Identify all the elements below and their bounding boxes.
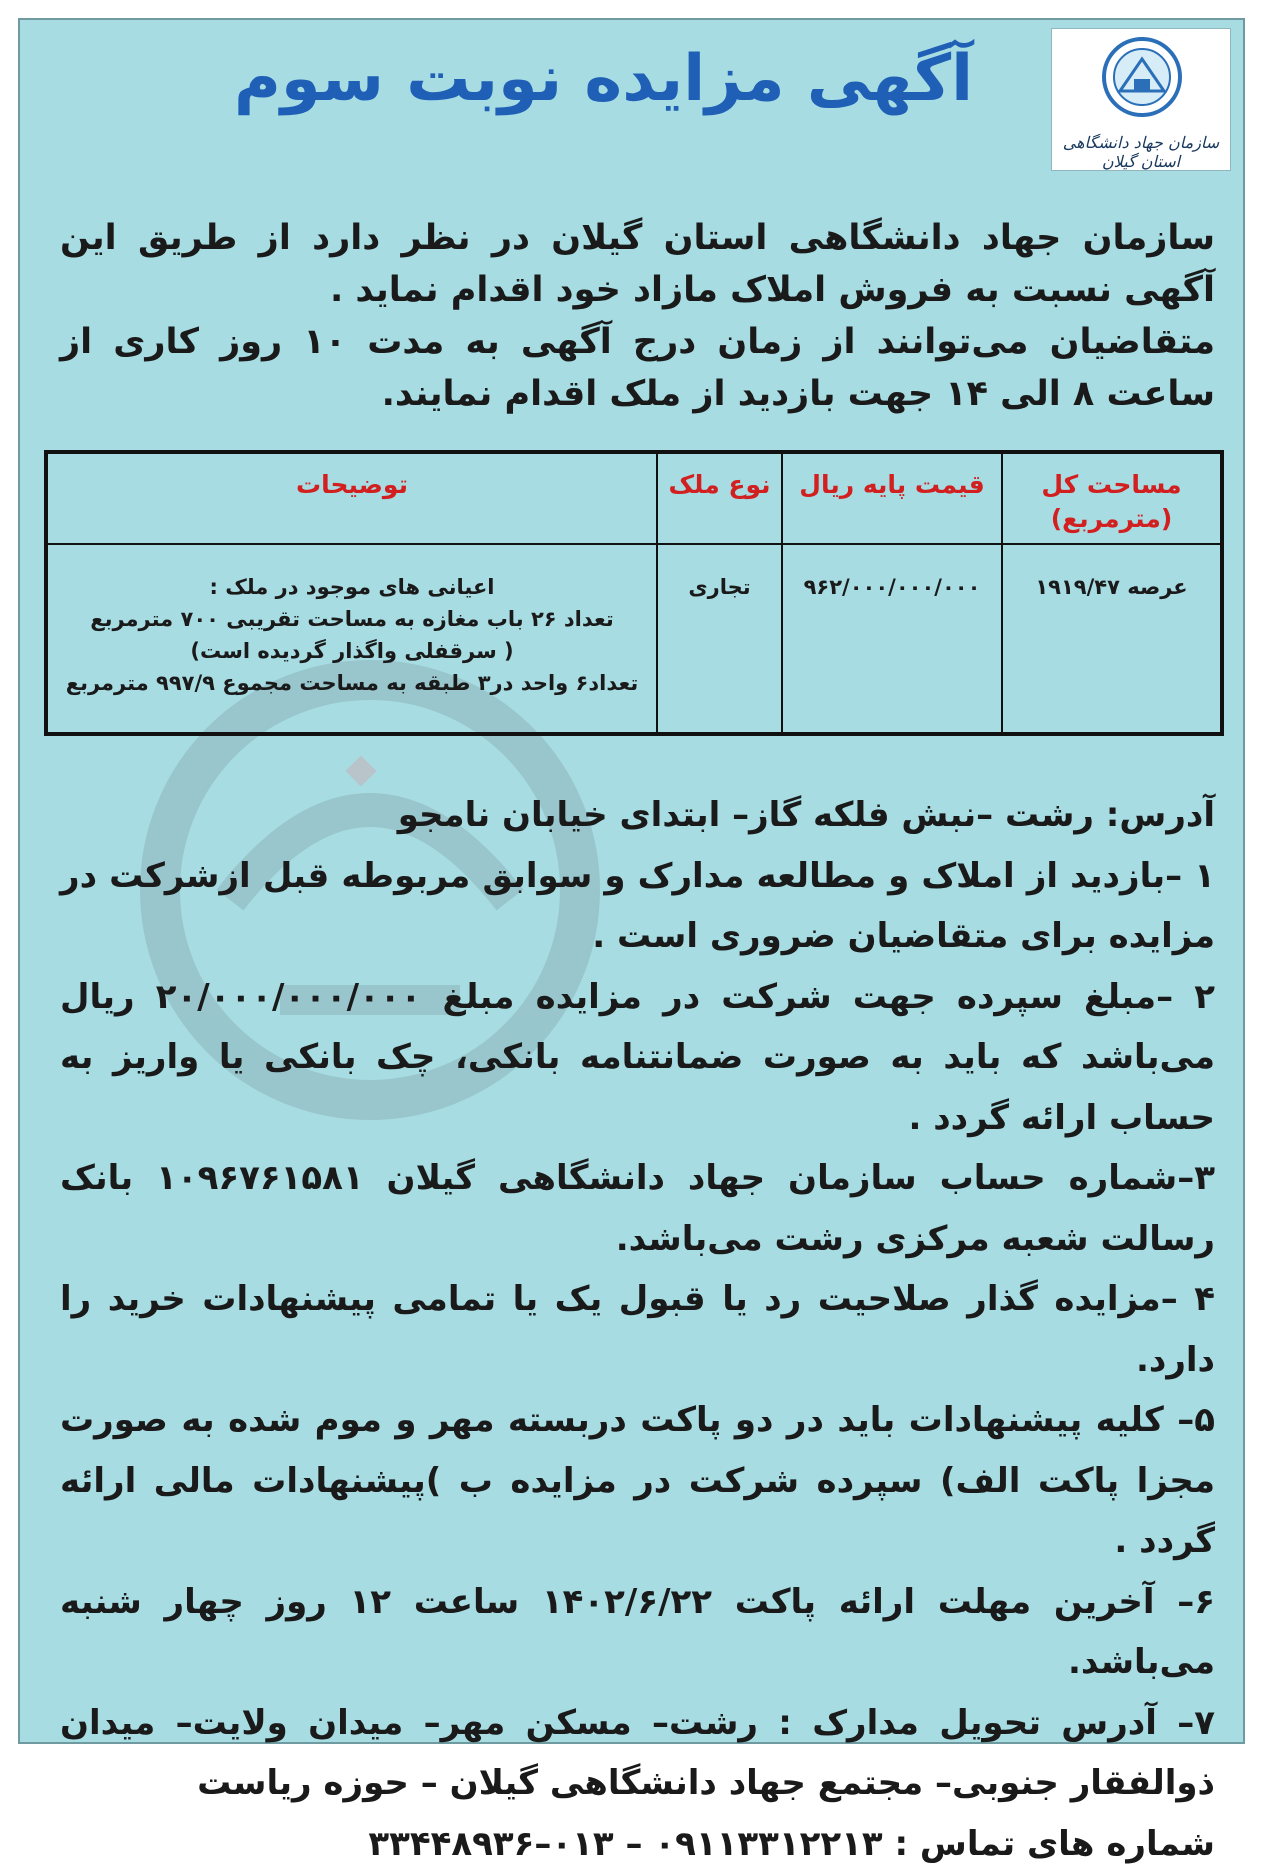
condition-item: ۳–شماره حساب سازمان جهاد دانشگاهی گیلان ۱۰۹۶۷۶۱۵۸۱ بانک رسالت شعبه مرکزی رشت می‌باشد. bbox=[60, 1148, 1215, 1269]
cell-description bbox=[46, 544, 657, 734]
page-title: آگهی مزایده نوبت سوم bbox=[60, 42, 973, 116]
cell-type: تجاری bbox=[657, 544, 782, 734]
description-line: اعیانی های موجود در ملک : bbox=[49, 571, 655, 603]
header-description: توضیحات bbox=[46, 452, 657, 544]
header-type: نوع ملک bbox=[657, 452, 782, 544]
table-row bbox=[46, 544, 1222, 734]
organization-logo bbox=[1051, 28, 1231, 171]
table-header-row bbox=[46, 452, 1222, 544]
cell-price: ۹۶۲/۰۰۰/۰۰۰/۰۰۰ bbox=[782, 544, 1002, 734]
description-line: تعداد ۲۶ باب مغازه به مساحت تقریبی ۷۰۰ مترمربع bbox=[49, 603, 655, 635]
jahad-emblem-icon bbox=[1100, 35, 1184, 119]
header-area: مساحت کل (مترمربع) bbox=[1002, 452, 1222, 544]
ad-page bbox=[18, 18, 1245, 1744]
condition-item: ۴ –مزایده گذار صلاحیت رد یا قبول یک یا تمامی پیشنهادات خرید را دارد. bbox=[60, 1269, 1215, 1390]
header-price: قیمت پایه ریال bbox=[782, 452, 1002, 544]
description-line: تعداد۶ واحد در۳ طبقه به مساحت مجموع ۹۹۷/۹ مترمربع bbox=[49, 667, 655, 699]
description-line: ( سرقفلی واگذار گردیده است) bbox=[49, 635, 655, 667]
intro-line: متقاضیان می‌توانند از زمان درج آگهی به مدت ۱۰ روز کاری از ساعت ۸ الی ۱۴ جهت بازدید از ملک اقدام نمایند. bbox=[60, 316, 1215, 420]
condition-item: ۱ –بازدید از املاک و مطالعه مدارک و سوابق مربوطه قبل ازشرکت در مزایده برای متقاضیان ضروری است . bbox=[60, 846, 1215, 967]
property-table bbox=[44, 450, 1224, 736]
cell-area: عرصه ۱۹۱۹/۴۷ bbox=[1002, 544, 1222, 734]
conditions-list bbox=[60, 785, 1215, 1874]
condition-item: ۵– کلیه پیشنهادات باید در دو پاکت دربسته مهر و موم شده به صورت مجزا پاکت الف) سپرده شرکت در مزایده ب )پیشنهادات مالی ارائه گردد . bbox=[60, 1390, 1215, 1572]
intro-line: سازمان جهاد دانشگاهی استان گیلان در نظر دارد از طریق این آگهی نسبت به فروش املاک مازاد خود اقدام نماید . bbox=[60, 212, 1215, 316]
condition-item: ۶– آخرین مهلت ارائه پاکت ۱۴۰۲/۶/۲۲ ساعت ۱۲ روز چهار شنبه می‌باشد. bbox=[60, 1572, 1215, 1693]
condition-item: ۷– آدرس تحویل مدارک : رشت– مسکن مهر– میدان ولایت– میدان ذوالفقار جنوبی– مجتمع جهاد دانشگاهی گیلان – حوزه ریاست bbox=[60, 1693, 1215, 1814]
contact-numbers: شماره های تماس : ۰۹۱۱۳۳۱۲۲۱۳ – ۰۱۳–۳۳۴۴۸۹۳۶ bbox=[60, 1814, 1215, 1874]
logo-caption: سازمان جهاد دانشگاهی استان گیلان bbox=[1052, 133, 1230, 171]
address-line: آدرس: رشت –نبش فلکه گاز– ابتدای خیابان نامجو bbox=[60, 785, 1215, 846]
intro-paragraph bbox=[60, 212, 1215, 420]
condition-item: ۲ –مبلغ سپرده جهت شرکت در مزایده مبلغ ۲۰/۰۰۰/۰۰۰/۰۰۰ ریال می‌باشد که باید به صورت ضمانتنامه بانکی، چک بانکی یا واریز به حساب ارائه گردد . bbox=[60, 967, 1215, 1149]
